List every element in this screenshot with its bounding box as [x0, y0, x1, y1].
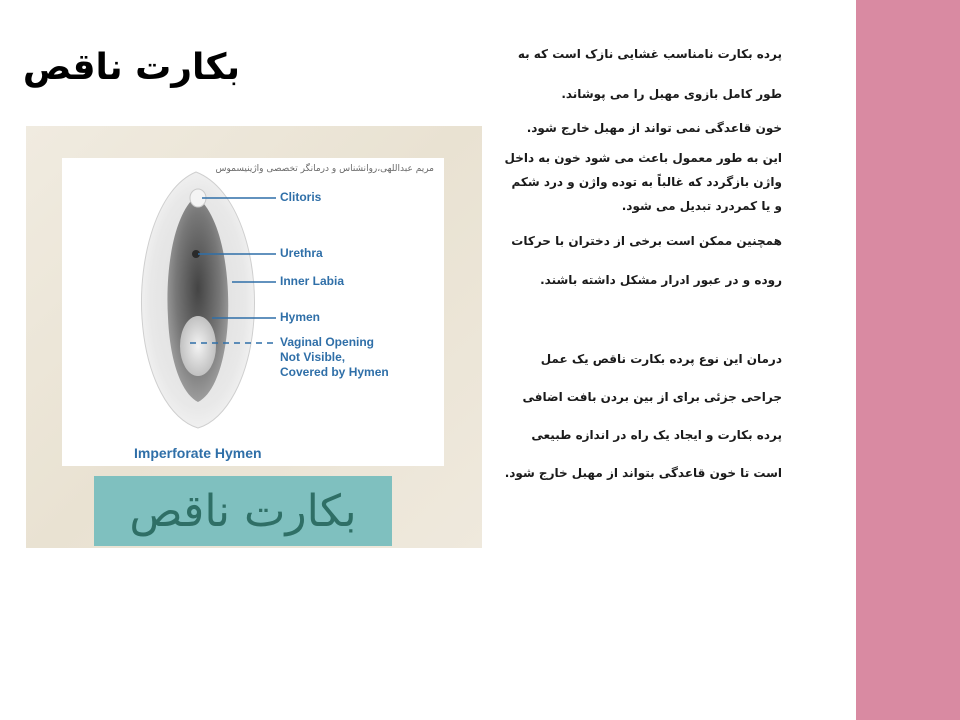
figure-banner	[94, 476, 392, 546]
label-vaginal-opening	[280, 335, 389, 380]
label-inner-labia: Inner Labia	[280, 274, 345, 288]
anatomy-illustration	[62, 158, 444, 466]
label-vaginal-opening-line1: Vaginal Opening	[280, 335, 375, 349]
figure-banner-text: بکارت ناقص	[129, 485, 357, 537]
label-urethra: Urethra	[280, 246, 323, 260]
paragraph-menstrual-blood: خون قاعدگی نمی تواند از مهبل خارج شود.	[526, 121, 782, 135]
paragraph-symptoms: این به طور معمول باعث می شود خون به داخل واژن بازگردد که غالباً به توده واژن و درد شکم و یا کمردرد تبدیل می شود.	[504, 151, 782, 213]
label-vaginal-opening-line2: Not Visible,	[280, 350, 346, 364]
figure-watermark: مریم عبداللهی،روانشناس و درمانگر تخصصی واژینیسموس	[215, 164, 434, 174]
label-vaginal-opening-line3: Covered by Hymen	[280, 365, 389, 379]
paragraph-treatment: درمان این نوع پرده بکارت ناقص یک عمل جراحی جزئی برای از بین بردن بافت اضافی پرده بکارت و ایجاد یک راه در اندازه طبیعی است تا خون قاعدگی بتواند از مهبل خارج شود.	[504, 352, 782, 480]
figure-caption: Imperforate Hymen	[134, 445, 262, 461]
hymen-shape	[180, 316, 216, 376]
label-hymen: Hymen	[280, 310, 321, 324]
anatomy-diagram	[62, 158, 444, 466]
label-clitoris: Clitoris	[280, 190, 322, 204]
anatomy-figure	[26, 126, 482, 548]
side-accent-band	[856, 0, 960, 720]
slide-title: بکارت ناقص	[22, 47, 240, 88]
paragraph-definition: پرده بکارت نامناسب غشایی نازک است که به طور کامل بازوی مهبل را می پوشاند.	[517, 47, 782, 101]
paragraph-additional-symptoms: همچنین ممکن است برخی از دختران با حرکات روده و در عبور ادرار مشکل داشته باشند.	[511, 234, 782, 287]
